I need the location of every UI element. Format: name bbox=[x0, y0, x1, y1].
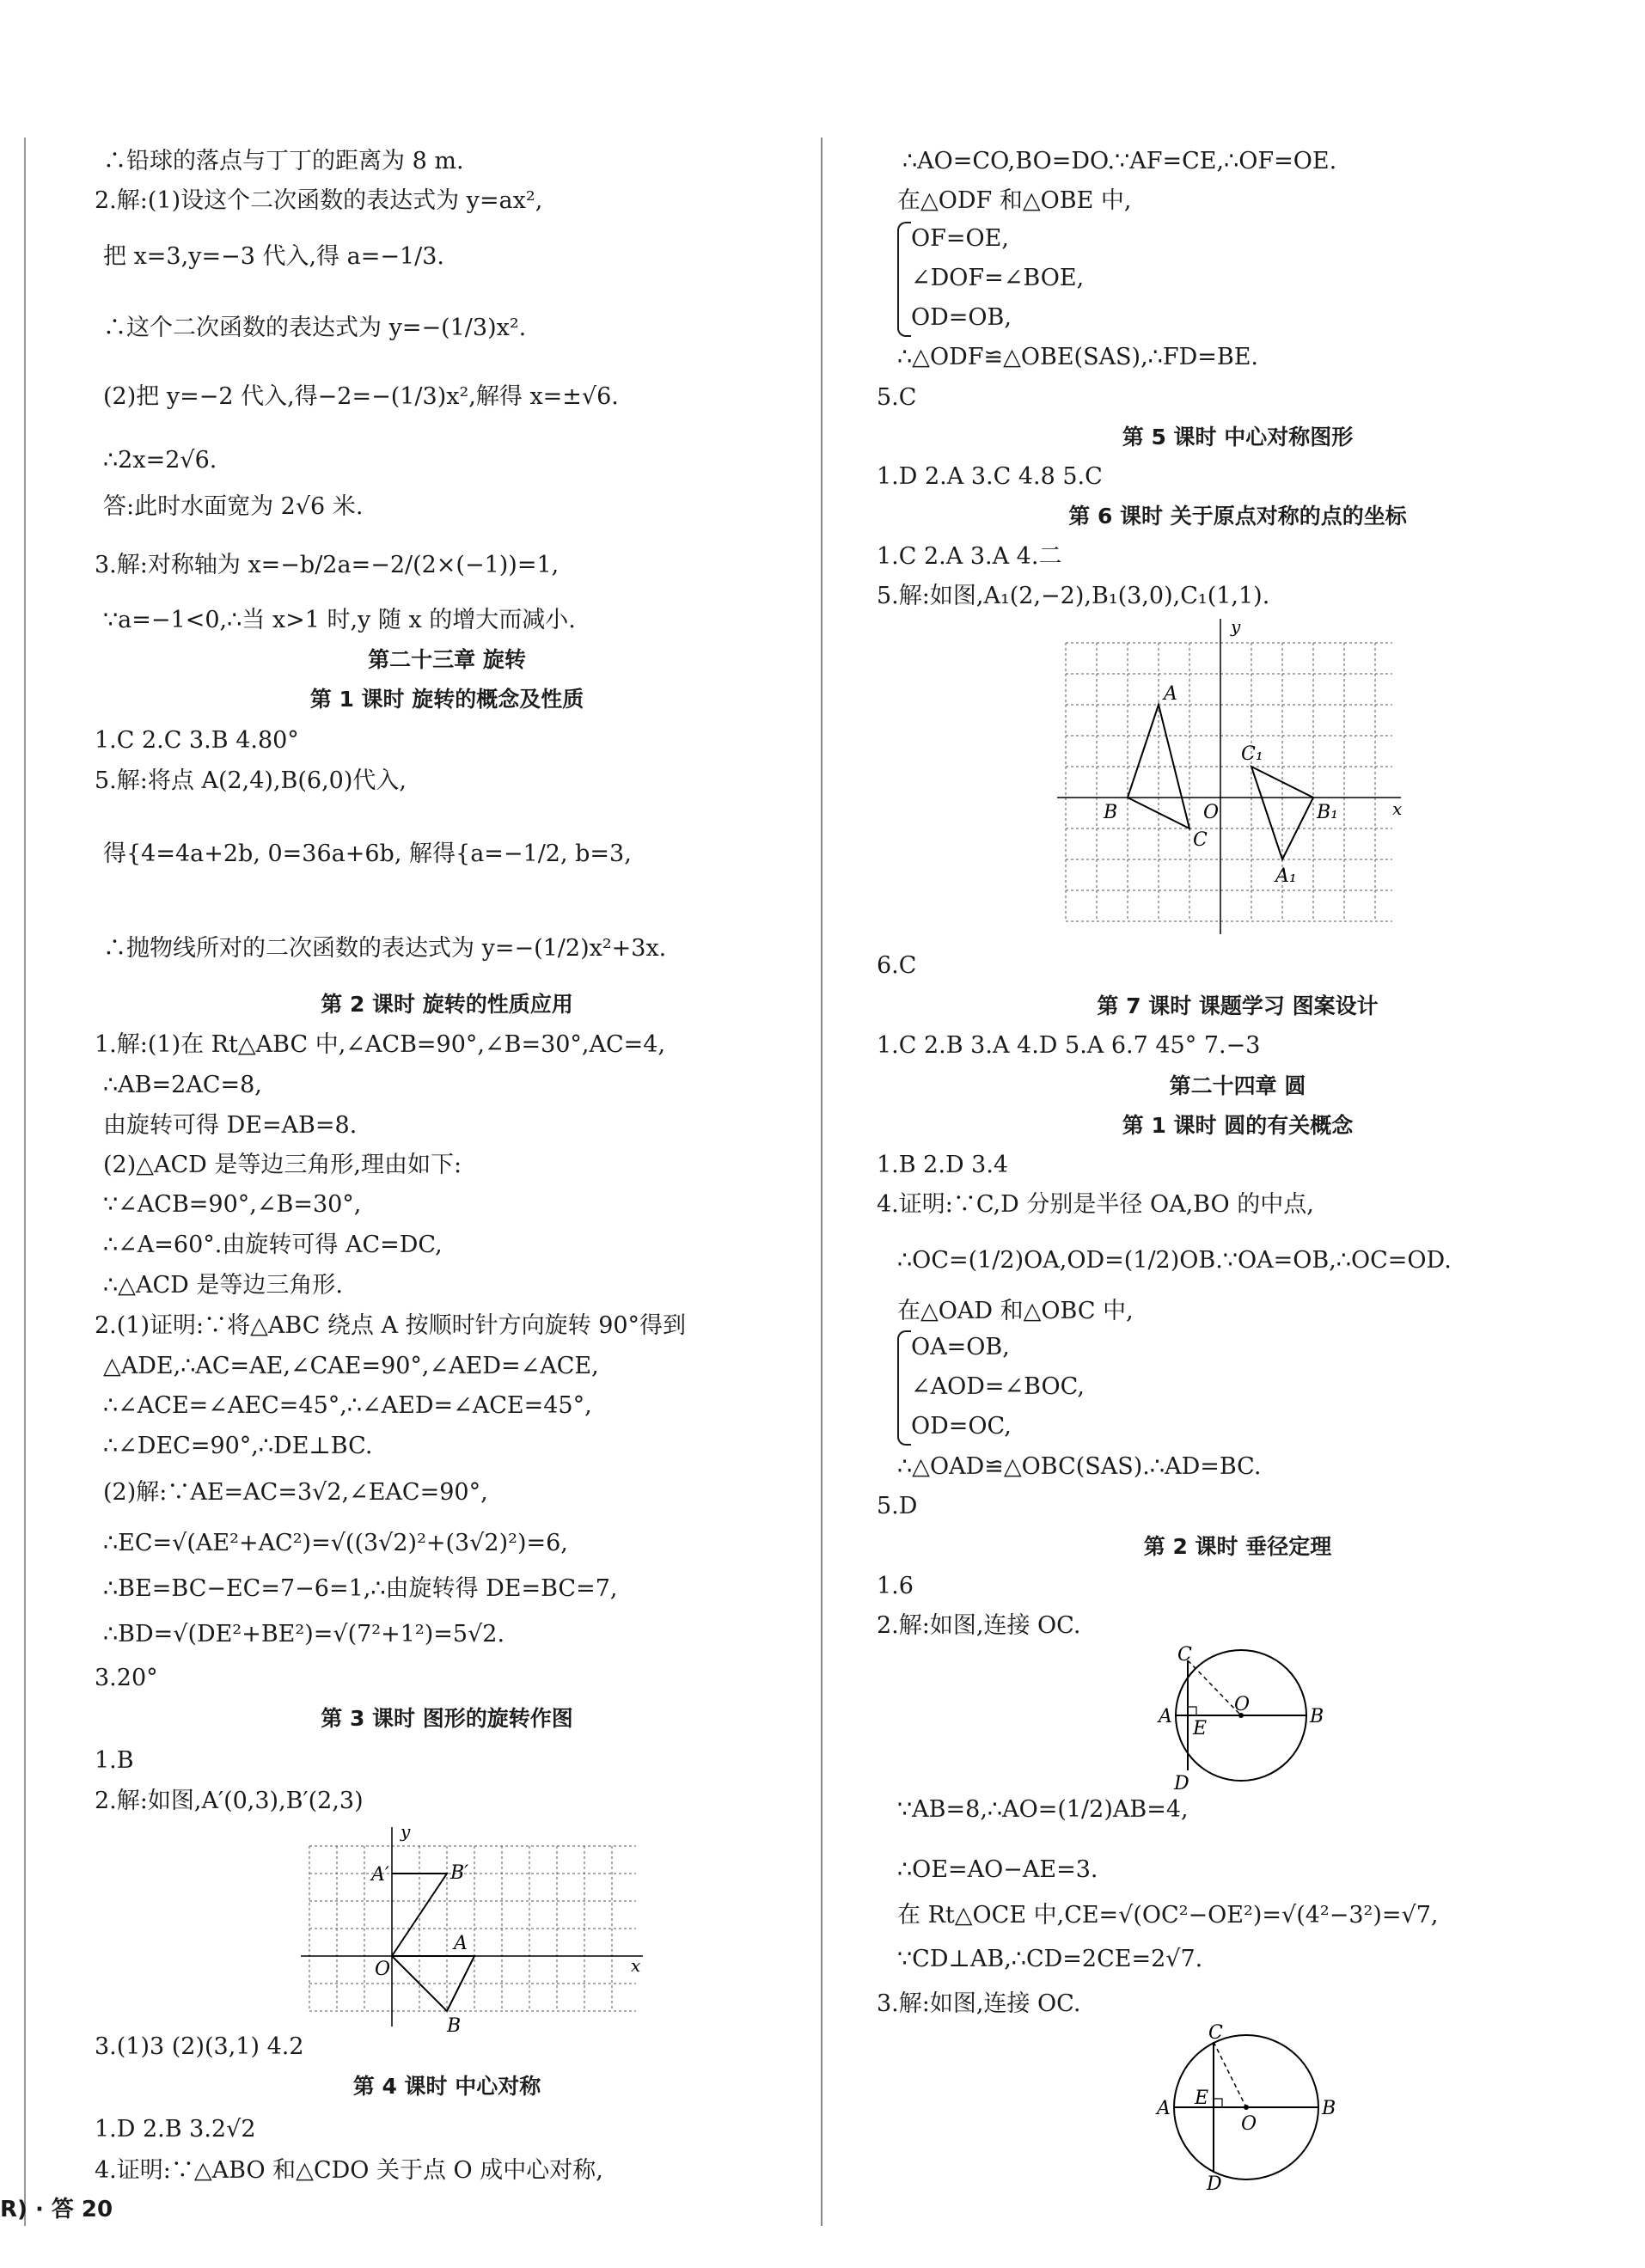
answer-line: ∴∠A=60°.由旋转可得 AC=DC, bbox=[103, 1232, 443, 1258]
origin-label: O bbox=[375, 1959, 391, 1980]
point-a-prime: A′ bbox=[371, 1864, 389, 1886]
answer-line: 1.C 2.B 3.A 4.D 5.A 6.7 45° 7.−3 bbox=[877, 1032, 1261, 1059]
point-c1: C₁ bbox=[1241, 743, 1263, 765]
point-b: B bbox=[1322, 2098, 1336, 2119]
answer-line: OD=OB, bbox=[911, 304, 1012, 331]
answer-line: ∴△OAD≌△OBC(SAS).∴AD=BC. bbox=[897, 1453, 1262, 1480]
answer-line: 1.C 2.C 3.B 4.80° bbox=[95, 727, 299, 754]
x-label: x bbox=[631, 1955, 641, 1976]
answer-line: OD=OC, bbox=[911, 1413, 1012, 1440]
point-b: B bbox=[1104, 802, 1118, 823]
section-title: 第 2 课时 垂径定理 bbox=[1143, 1534, 1332, 1559]
origin-symmetry-grid-figure bbox=[1049, 612, 1418, 947]
answer-line: 5.D bbox=[877, 1493, 918, 1519]
answer-line: ∴2x=2√6. bbox=[103, 447, 217, 474]
answer-line: 2.解:如图,A′(0,3),B′(2,3) bbox=[95, 1788, 364, 1814]
section-title: 第 5 课时 中心对称图形 bbox=[1122, 425, 1354, 449]
answer-line: ∴△ACD 是等边三角形. bbox=[103, 1272, 343, 1299]
column-divider bbox=[821, 138, 822, 2226]
answer-line: ∴BD=√(DE²+BE²)=√(7²+1²)=5√2. bbox=[103, 1621, 505, 1648]
point-e: E bbox=[1195, 2088, 1209, 2109]
chapter-title: 第二十三章 旋转 bbox=[368, 647, 526, 672]
section-title: 第 1 课时 旋转的概念及性质 bbox=[309, 687, 584, 712]
answer-line: 2.解:如图,连接 OC. bbox=[877, 1612, 1081, 1639]
answer-line: 把 x=3,y=−3 代入,得 a=−1/3. bbox=[103, 243, 444, 270]
answer-line: 1.C 2.A 3.A 4.二 bbox=[877, 543, 1062, 570]
point-b: B bbox=[447, 2015, 462, 2035]
point-c: C bbox=[1208, 2022, 1223, 2044]
answer-line: ∵a=−1<0,∴当 x>1 时,y 随 x 的增大而减小. bbox=[103, 607, 576, 633]
answer-line: 1.解:(1)在 Rt△ABC 中,∠ACB=90°,∠B=30°,AC=4, bbox=[95, 1031, 666, 1058]
answer-line: ∴OC=(1/2)OA,OD=(1/2)OB.∵OA=OB,∴OC=OD. bbox=[897, 1247, 1452, 1274]
section-title: 第 4 课时 中心对称 bbox=[352, 2074, 541, 2099]
section-title: 第 3 课时 图形的旋转作图 bbox=[321, 1706, 573, 1731]
point-b: B bbox=[1310, 1706, 1324, 1727]
answer-line: ∴AB=2AC=8, bbox=[103, 1072, 262, 1098]
point-c: C bbox=[1177, 1644, 1192, 1666]
answer-line: ∴这个二次函数的表达式为 y=−(1/3)x². bbox=[103, 315, 527, 341]
brace bbox=[897, 222, 911, 337]
answer-line: 1.B bbox=[95, 1747, 134, 1774]
answer-line: 2.解:(1)设这个二次函数的表达式为 y=ax², bbox=[95, 187, 543, 214]
answer-line: ∴BE=BC−EC=7−6=1,∴由旋转得 DE=BC=7, bbox=[103, 1575, 618, 1602]
answer-line: 得{4=4a+2b, 0=36a+6b, 解得{a=−1/2, b=3, bbox=[103, 841, 632, 867]
answer-line: 由旋转可得 DE=AB=8. bbox=[103, 1112, 358, 1139]
point-a: A bbox=[1164, 683, 1177, 705]
answer-line: ∵∠ACB=90°,∠B=30°, bbox=[103, 1191, 362, 1218]
x-label: x bbox=[1392, 798, 1403, 819]
answer-line: OF=OE, bbox=[911, 225, 1009, 252]
point-o: O bbox=[1241, 2113, 1257, 2135]
answer-line: ∴∠ACE=∠AEC=45°,∴∠AED=∠ACE=45°, bbox=[103, 1392, 592, 1419]
answer-line: 1.D 2.B 3.2√2 bbox=[95, 2116, 256, 2143]
answer-line: (2)△ACD 是等边三角形,理由如下: bbox=[103, 1152, 462, 1178]
section-title: 第 7 课时 课题学习 图案设计 bbox=[1097, 993, 1379, 1018]
left-margin-line bbox=[24, 138, 26, 2226]
answer-line: 3.解:对称轴为 x=−b/2a=−2/(2×(−1))=1, bbox=[95, 552, 560, 578]
answer-line: ∠AOD=∠BOC, bbox=[911, 1373, 1085, 1400]
answer-line: (2)解:∵AE=AC=3√2,∠EAC=90°, bbox=[103, 1479, 488, 1506]
point-a: A bbox=[1157, 2098, 1171, 2119]
point-a1: A₁ bbox=[1275, 865, 1297, 887]
rotated-triangle bbox=[392, 1874, 447, 1956]
answer-line: 5.解:如图,A₁(2,−2),B₁(3,0),C₁(1,1). bbox=[877, 583, 1270, 609]
answer-line: ∴抛物线所对的二次函数的表达式为 y=−(1/2)x²+3x. bbox=[103, 935, 667, 962]
answer-line: △ADE,∴AC=AE,∠CAE=90°,∠AED=∠ACE, bbox=[103, 1353, 599, 1379]
point-b1: B₁ bbox=[1317, 802, 1338, 823]
answer-line: 在△OAD 和△OBC 中, bbox=[897, 1298, 1134, 1324]
answer-line: ∴铅球的落点与丁丁的距离为 8 m. bbox=[103, 148, 464, 174]
answer-line: 5.解:将点 A(2,4),B(6,0)代入, bbox=[95, 767, 407, 794]
section-title: 第 1 课时 圆的有关概念 bbox=[1122, 1113, 1354, 1138]
point-c: C bbox=[1193, 829, 1208, 851]
point-b-prime: B′ bbox=[450, 1862, 469, 1884]
answer-line: 5.C bbox=[877, 384, 917, 411]
answer-line: (2)把 y=−2 代入,得−2=−(1/3)x²,解得 x=±√6. bbox=[103, 383, 619, 410]
answer-line: ∵CD⊥AB,∴CD=2CE=2√7. bbox=[897, 1946, 1203, 1972]
answer-line: 4.证明:∵△ABO 和△CDO 关于点 O 成中心对称, bbox=[95, 2157, 603, 2184]
answer-line: 答:此时水面宽为 2√6 米. bbox=[103, 493, 364, 520]
point-a: A bbox=[454, 1933, 468, 1954]
answer-line: 3.20° bbox=[95, 1665, 158, 1691]
answer-line: 在△ODF 和△OBE 中, bbox=[897, 187, 1132, 214]
answer-line: ∠DOF=∠BOE, bbox=[911, 265, 1085, 291]
point-a: A bbox=[1159, 1706, 1172, 1727]
section-title: 第 2 课时 旋转的性质应用 bbox=[321, 992, 573, 1017]
point-d: D bbox=[1174, 1773, 1189, 1794]
answer-line: 在 Rt△OCE 中,CE=√(OC²−OE²)=√(4²−3²)=√7, bbox=[897, 1902, 1439, 1929]
answer-line: ∴△ODF≌△OBE(SAS),∴FD=BE. bbox=[897, 344, 1258, 370]
point-d: D bbox=[1207, 2173, 1222, 2192]
answer-line: ∴∠DEC=90°,∴DE⊥BC. bbox=[103, 1433, 373, 1459]
answer-line: ∴EC=√(AE²+AC²)=√((3√2)²+(3√2)²)=6, bbox=[103, 1530, 568, 1556]
answer-line: 4.证明:∵C,D 分别是半径 OA,BO 的中点, bbox=[877, 1191, 1314, 1218]
chapter-title: 第二十四章 圆 bbox=[1169, 1073, 1306, 1098]
answer-line: 3.解:如图,连接 OC. bbox=[877, 1990, 1081, 2017]
page-footer: R) · 答 20 bbox=[0, 2197, 113, 2222]
section-title: 第 6 课时 关于原点对称的点的坐标 bbox=[1068, 504, 1407, 529]
answer-line: 1.D 2.A 3.C 4.8 5.C bbox=[877, 463, 1103, 490]
answer-line: 3.(1)3 (2)(3,1) 4.2 bbox=[95, 2033, 304, 2060]
brace bbox=[897, 1330, 911, 1446]
answer-line: 6.C bbox=[877, 952, 917, 979]
answer-line: ∴OE=AO−AE=3. bbox=[897, 1856, 1098, 1883]
rotation-grid-figure bbox=[292, 1820, 653, 2035]
answer-line: ∵AB=8,∴AO=(1/2)AB=4, bbox=[897, 1796, 1189, 1823]
y-label: y bbox=[401, 1821, 411, 1842]
answer-line: OA=OB, bbox=[911, 1334, 1010, 1360]
answer-line: 1.6 bbox=[877, 1573, 914, 1599]
circle-figure-2 bbox=[1134, 2020, 1358, 2192]
point-o: O bbox=[1234, 1694, 1251, 1715]
answer-line: 2.(1)证明:∵将△ABC 绕点 A 按顺时针方向旋转 90°得到 bbox=[95, 1312, 687, 1339]
circle-figure-1 bbox=[1134, 1641, 1358, 1796]
answer-line: 1.B 2.D 3.4 bbox=[877, 1152, 1009, 1178]
point-e: E bbox=[1193, 1718, 1208, 1739]
answer-line: ∴AO=CO,BO=DO.∵AF=CE,∴OF=OE. bbox=[902, 148, 1337, 174]
origin-label: O bbox=[1203, 802, 1220, 823]
y-label: y bbox=[1231, 616, 1241, 637]
